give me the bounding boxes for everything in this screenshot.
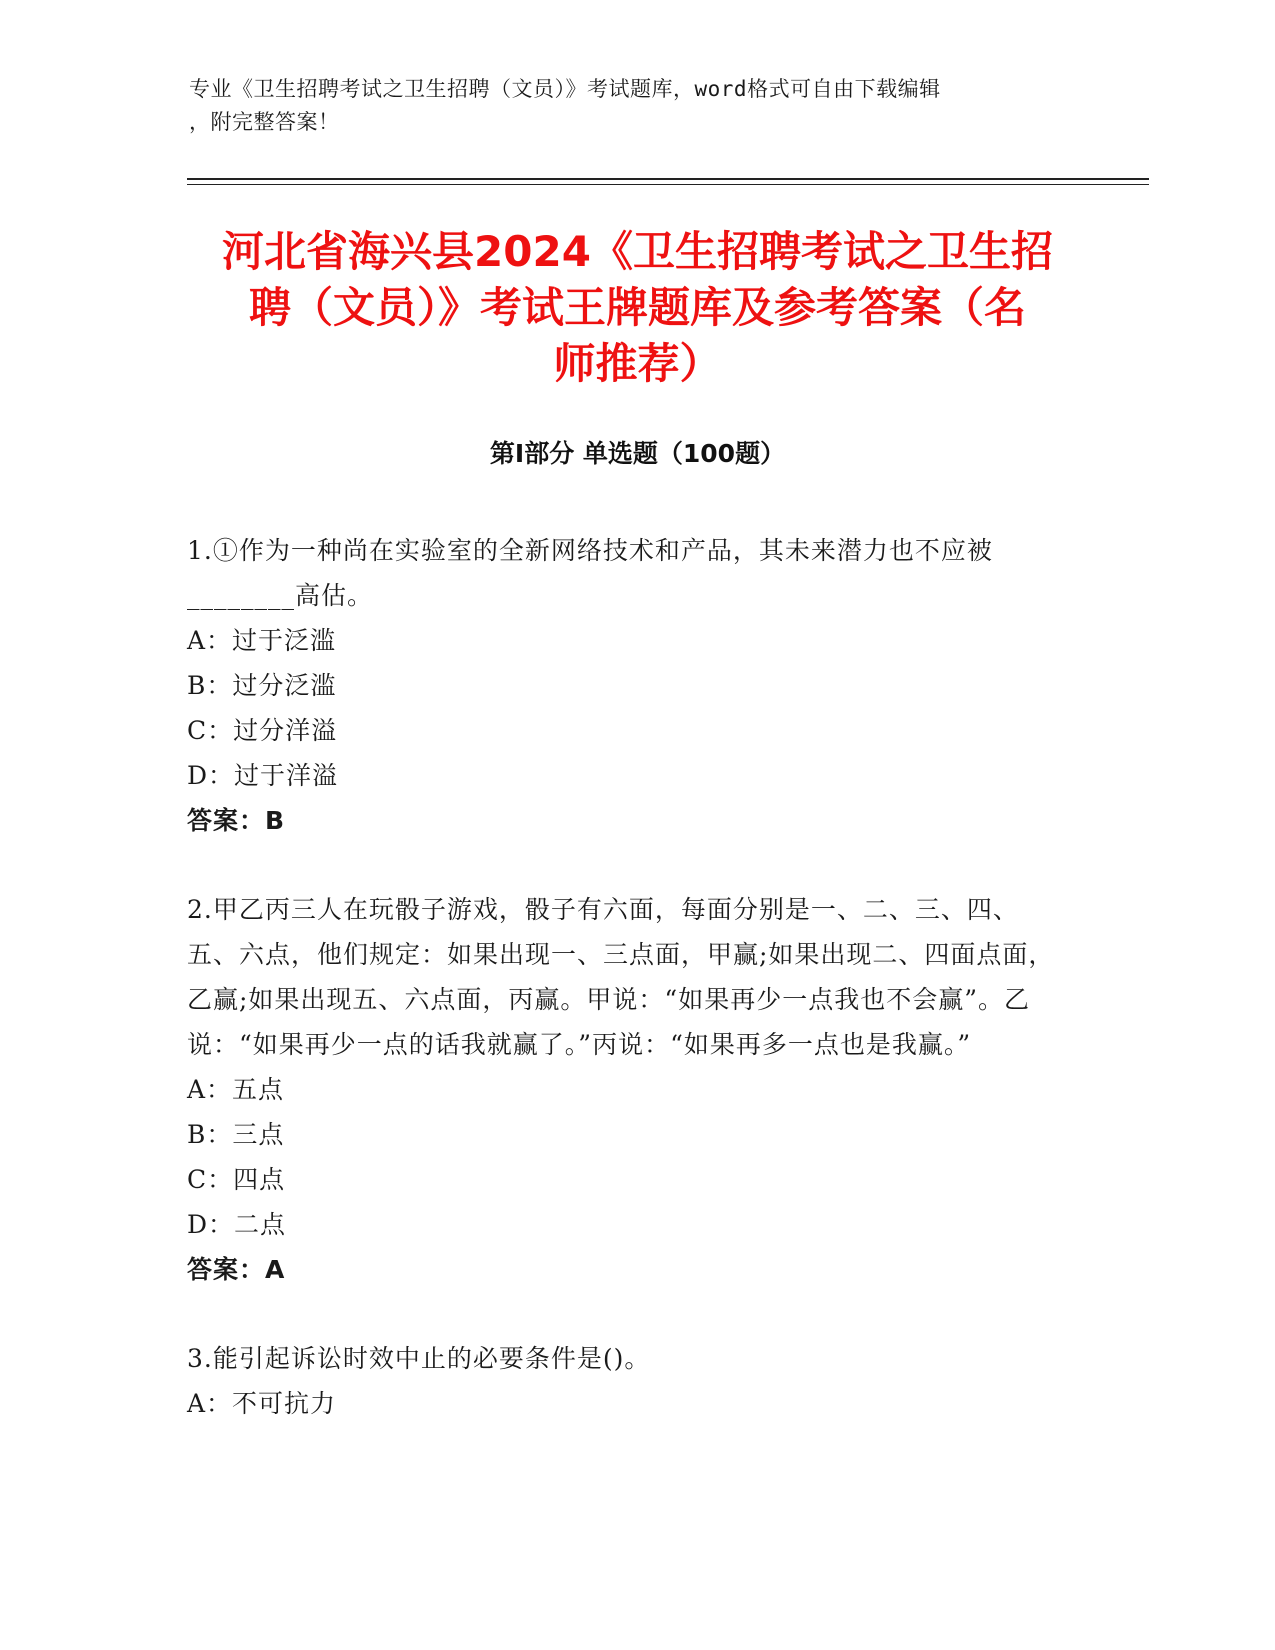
header-divider-thin	[187, 184, 1149, 185]
header-divider-thick	[187, 178, 1149, 180]
title-line1: 河北省海兴县2024《卫生招聘考试之卫生招	[222, 227, 1053, 276]
question-3	[187, 1336, 1067, 1426]
header-note-line2: ，附完整答案！	[189, 110, 340, 134]
option-a: A：五点	[187, 1075, 285, 1104]
question-list	[187, 528, 1067, 1470]
option-a: A：过于泛滥	[187, 626, 337, 655]
answer: 答案：A	[187, 1255, 286, 1284]
option-a: A：不可抗力	[187, 1389, 337, 1418]
answer: 答案：B	[187, 806, 286, 835]
header-note	[189, 73, 1079, 139]
document-title	[180, 224, 1095, 392]
option-c: C：四点	[187, 1165, 286, 1194]
question-text: 1.①作为一种尚在实验室的全新网络技术和产品，其未来潜力也不应被________高估。	[187, 536, 993, 610]
option-d: D：过于洋溢	[187, 761, 339, 790]
title-line2: 聘（文员）》考试王牌题库及参考答案（名	[248, 283, 1026, 332]
question-text: 2.甲乙丙三人在玩骰子游戏，骰子有六面，每面分别是一、二、三、四、五、六点，他们规定：如果出现一、三点面，甲赢;如果出现二、四面点面，乙赢;如果出现五、六点面，丙赢。甲说：“如果再少一点我也不会赢”。乙说：“如果再少一点的话我就赢了。”丙说：“如果再多一点也是我赢。”	[187, 895, 1055, 1059]
question-2	[187, 887, 1067, 1292]
option-d: D：二点	[187, 1210, 287, 1239]
part-heading: 第I部分 单选题（100题）	[489, 439, 786, 468]
title-line3: 师推荐）	[553, 339, 722, 388]
option-c: C：过分洋溢	[187, 716, 338, 745]
option-b: B：过分泛滥	[187, 671, 337, 700]
option-b: B：三点	[187, 1120, 285, 1149]
header-note-line1: 专业《卫生招聘考试之卫生招聘（文员）》考试题库，word格式可自由下载编辑	[189, 77, 941, 101]
question-text: 3.能引起诉讼时效中止的必要条件是()。	[187, 1344, 651, 1373]
question-1	[187, 528, 1067, 843]
